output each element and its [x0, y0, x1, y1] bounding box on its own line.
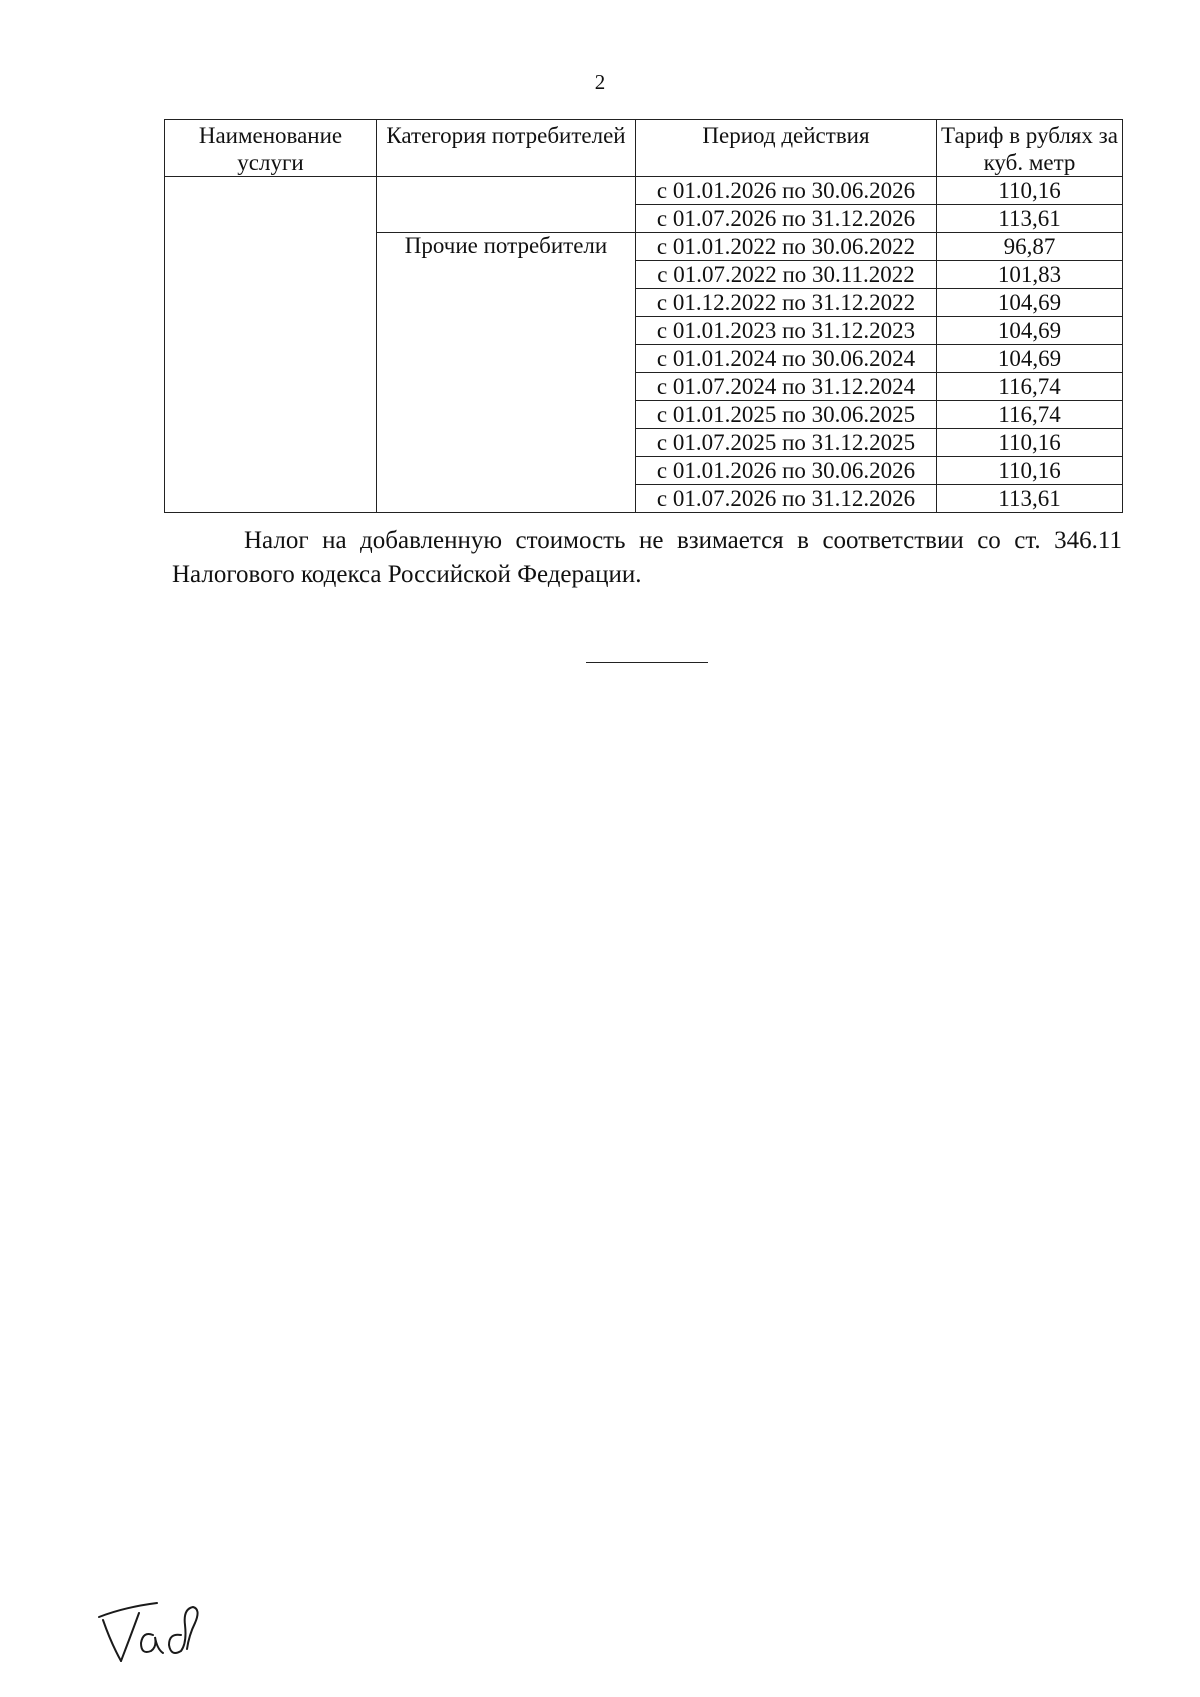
period-cell: с 01.01.2025 по 30.06.2025 [636, 401, 937, 429]
service-cell [165, 177, 377, 513]
period-cell: с 01.07.2026 по 31.12.2026 [636, 205, 937, 233]
end-of-document-line [586, 662, 708, 663]
tariff-cell: 110,16 [937, 457, 1123, 485]
category-cell-continued [377, 177, 636, 233]
period-cell: с 01.01.2023 по 31.12.2023 [636, 317, 937, 345]
tariff-cell: 113,61 [937, 205, 1123, 233]
tariff-cell: 116,74 [937, 401, 1123, 429]
tariff-cell: 101,83 [937, 261, 1123, 289]
tariff-cell: 113,61 [937, 485, 1123, 513]
period-cell: с 01.01.2022 по 30.06.2022 [636, 233, 937, 261]
header-service: Наименование услуги [165, 120, 377, 177]
vat-note-text: Налог на добавленную стоимость не взимается в соответствии со ст. 346.11 Налогового кодекса Российской Федерации. [172, 527, 1122, 588]
table-body [165, 177, 1123, 513]
tariff-table [164, 119, 1123, 513]
period-cell: с 01.01.2024 по 30.06.2024 [636, 345, 937, 373]
tariff-cell: 104,69 [937, 289, 1123, 317]
table-row [165, 177, 1123, 205]
tariff-cell: 104,69 [937, 345, 1123, 373]
tariff-cell: 104,69 [937, 317, 1123, 345]
period-cell: с 01.07.2022 по 30.11.2022 [636, 261, 937, 289]
tariff-cell: 110,16 [937, 429, 1123, 457]
header-category: Категория потребителей [377, 120, 636, 177]
header-tariff: Тариф в рублях за куб. метр [937, 120, 1123, 177]
tariff-cell: 116,74 [937, 373, 1123, 401]
period-cell: с 01.07.2026 по 31.12.2026 [636, 485, 937, 513]
period-cell: с 01.01.2026 по 30.06.2026 [636, 457, 937, 485]
category-cell-other: Прочие потребители [377, 233, 636, 513]
tariff-cell: 110,16 [937, 177, 1123, 205]
period-cell: с 01.07.2024 по 31.12.2024 [636, 373, 937, 401]
vat-note [172, 524, 1122, 592]
period-cell: с 01.01.2026 по 30.06.2026 [636, 177, 937, 205]
header-period: Период действия [636, 120, 937, 177]
handwritten-signature [95, 1595, 215, 1665]
period-cell: с 01.12.2022 по 31.12.2022 [636, 289, 937, 317]
tariff-cell: 96,87 [937, 233, 1123, 261]
period-cell: с 01.07.2025 по 31.12.2025 [636, 429, 937, 457]
page-number: 2 [594, 70, 606, 94]
table-header-row [165, 120, 1123, 177]
